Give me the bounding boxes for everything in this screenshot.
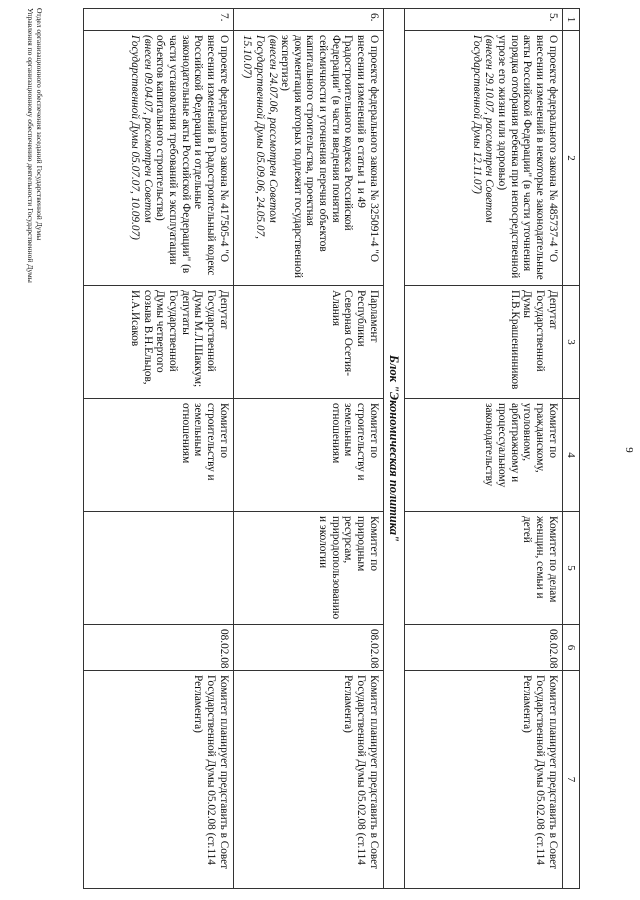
- table-row: [404, 9, 562, 889]
- date-cell: 08.02.08: [404, 625, 562, 671]
- footer-line-1: Отдел организационного обеспечения заседаний Государственной Думы: [35, 8, 44, 241]
- col-header-5: 5: [562, 512, 579, 625]
- bill-note: (внесен 09.04.07, рассмотрен Советом Государственной Думы 05.07.07, 10.09.07): [129, 35, 154, 240]
- author-cell: Парламент Республики Северная Осетия-Алания: [233, 286, 383, 399]
- author-cell: Депутат Государственной Думы П.В.Крашенинников: [404, 286, 562, 399]
- row-number: 6.: [233, 9, 383, 31]
- col-header-6: 6: [562, 625, 579, 671]
- row-number: 7.: [83, 9, 233, 31]
- column-header-row: [562, 9, 579, 889]
- row-number: 5.: [404, 9, 562, 31]
- block-heading-row: [383, 9, 404, 889]
- date-cell: 08.02.08: [233, 625, 383, 671]
- committee-cell: Комитет по гражданскому, уголовному, арбитражному и процессуальному законодательству: [404, 399, 562, 512]
- footer-line-2: Управления по организационному обеспечению деятельности Государственной Думы: [25, 8, 35, 283]
- bill-cell: [404, 31, 562, 286]
- bill-title: О проекте федерального закона № 485737-4 "О внесении изменений в некоторые законодательные акты Российской Федерации" (в части уточнения порядка отобрания ребенка при непосредственной угрозе его жизни или здоровью): [496, 35, 559, 280]
- date-cell: 08.02.08: [83, 625, 233, 671]
- co-committee-cell: Комитет по природным ресурсам, природопользованию и экологии: [233, 512, 383, 625]
- co-committee-cell: Комитет по делам женщин, семьи и детей: [404, 512, 562, 625]
- bill-cell: [83, 31, 233, 286]
- table-row: [83, 9, 233, 889]
- author-cell: Депутат Государственной Думы М.Л.Шаккум; депутаты Государственной Думы четвертого созыва В.Н.Ельцов, И.А.Исаков: [83, 286, 233, 399]
- committee-cell: Комитет по строительству и земельным отношениям: [233, 399, 383, 512]
- committee-cell: Комитет по строительству и земельным отношениям: [83, 399, 233, 512]
- bill-cell: [233, 31, 383, 286]
- col-header-1: 1: [562, 9, 579, 31]
- bill-note: (внесен 24.07.06, рассмотрен Советом Государственной Думы 05.09.06, 24.05.07, 15.10.07): [241, 35, 279, 239]
- bill-title: О проекте федерального закона № 417505-4 "О внесении изменений в Градостроительный кодекс Российской Федерации и отдельные законодательные акты Российской Федерации" (в части установления требований к эксплуатации объектов капитального строительства): [154, 35, 230, 276]
- co-committee-cell: [83, 512, 233, 625]
- col-header-3: 3: [562, 286, 579, 399]
- col-header-7: 7: [562, 671, 579, 889]
- col-header-4: 4: [562, 399, 579, 512]
- footer: [25, 8, 44, 283]
- decision-cell: Комитет планирует представить в Совет Государственной Думы 05.02.08 (ст.114 Регламента): [83, 671, 233, 889]
- bill-title: О проекте федерального закона № 325091-4 "О внесении изменений в статьи 1 и 49 Градостроительного кодекса Российской Федерации" (в части введения понятия сейсмичности и уточнения перечня объектов капитального строительства, проектная документация которых подлежит государственной экспертизе): [279, 35, 380, 279]
- decision-cell: Комитет планирует представить в Совет Государственной Думы 05.02.08 (ст.114 Регламента): [404, 671, 562, 889]
- bill-note: (внесен 29.10.07, рассмотрен Советом Государственной Думы 12.11.07): [470, 35, 496, 223]
- page-number: 9: [623, 447, 635, 453]
- register-table: [83, 8, 580, 889]
- decision-cell: Комитет планирует представить в Совет Государственной Думы 05.02.08 (ст.114 Регламента): [233, 671, 383, 889]
- table-row: [233, 9, 383, 889]
- block-heading: Блок "Экономическая политика": [383, 9, 404, 889]
- col-header-2: 2: [562, 31, 579, 286]
